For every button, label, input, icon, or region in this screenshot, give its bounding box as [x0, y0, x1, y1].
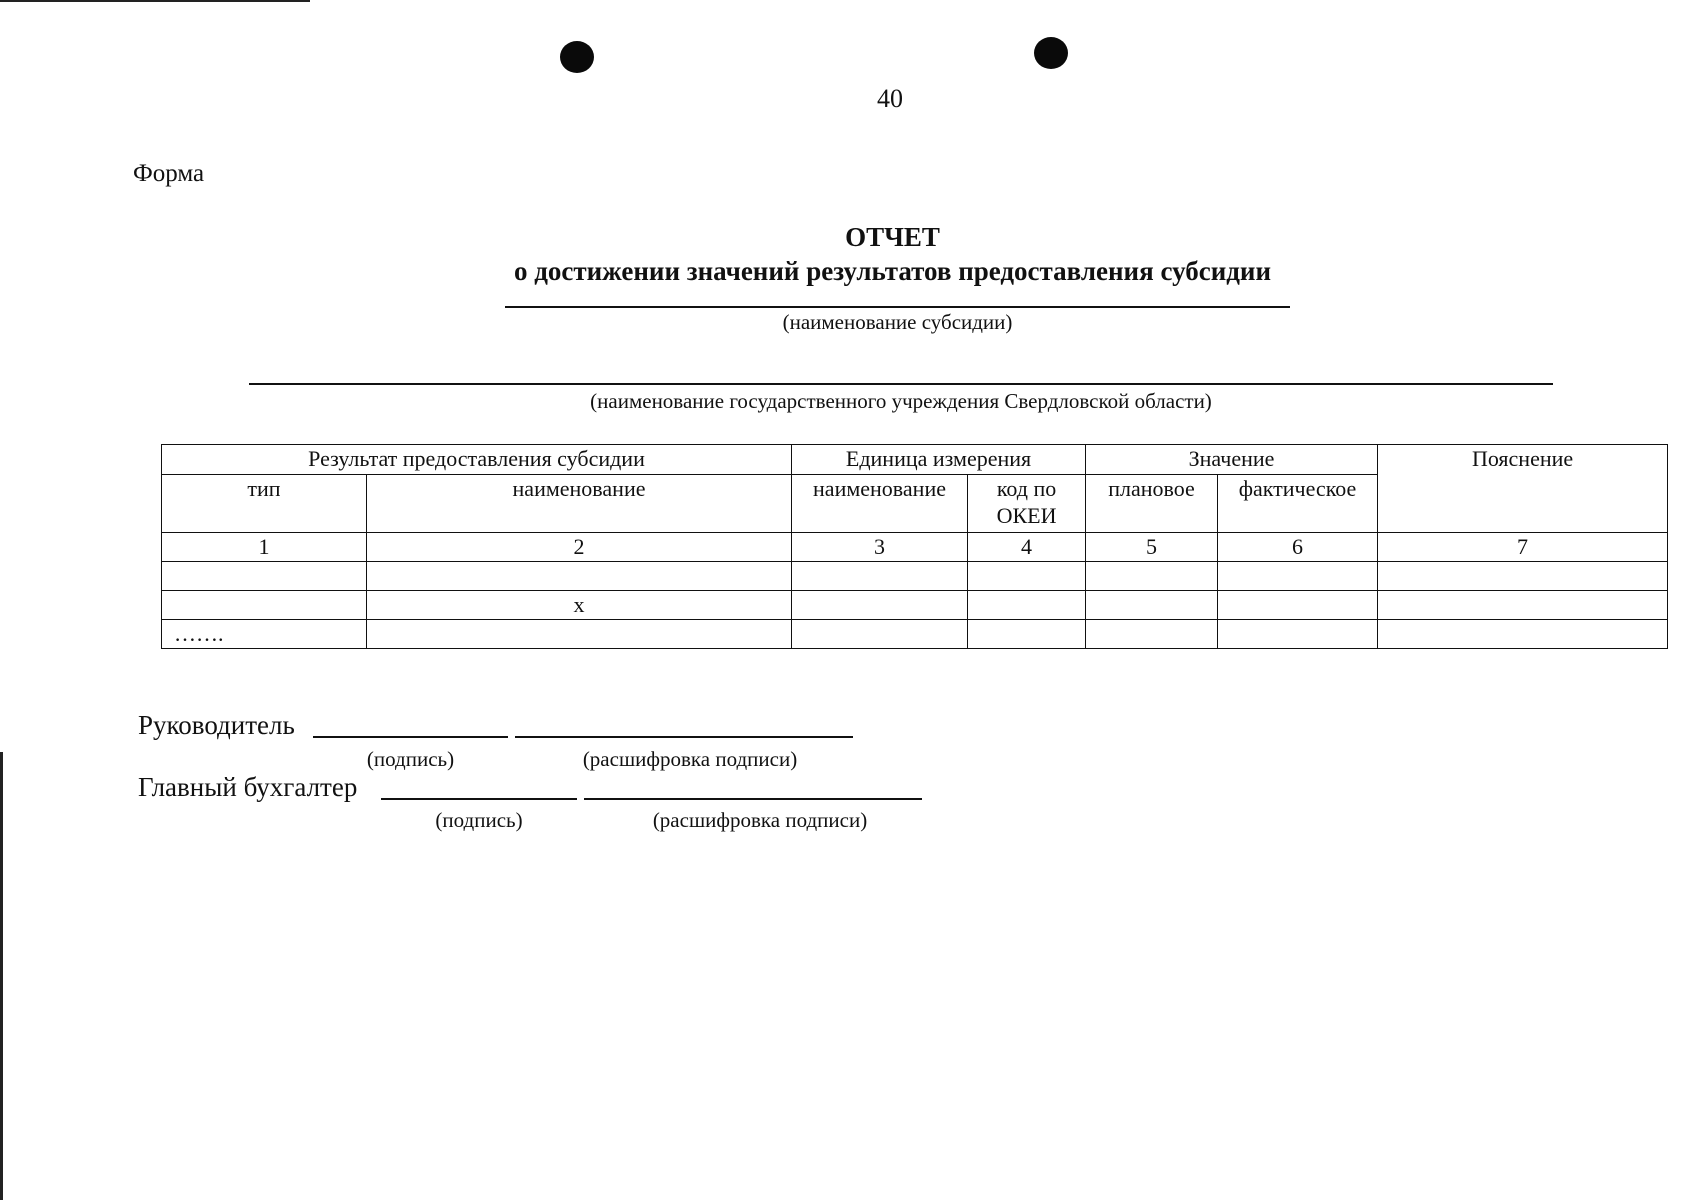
punch-hole-left: [560, 41, 594, 73]
table-cell: [1086, 591, 1218, 620]
table-cell: [1218, 562, 1378, 591]
group-header-row: [162, 445, 1668, 475]
scan-edge-line: [0, 0, 310, 2]
header-unit-name: наименование: [792, 475, 968, 533]
table-cell: x: [367, 591, 792, 620]
table-cell: [792, 620, 968, 649]
institution-name-line: [249, 383, 1553, 385]
table-cell: [968, 562, 1086, 591]
header-okei: код по ОКЕИ: [968, 475, 1086, 533]
report-subtitle: о достижении значений результатов предоставления субсидии: [513, 256, 1272, 286]
table-cell: [1086, 562, 1218, 591]
table-row: [162, 620, 1668, 649]
accountant-label: Главный бухгалтер: [138, 772, 358, 802]
table-cell: [968, 591, 1086, 620]
head-label: Руководитель: [138, 710, 295, 740]
table-cell: [1218, 591, 1378, 620]
table-cell: [1378, 562, 1668, 591]
column-number-row: [162, 533, 1668, 562]
table-row: [162, 591, 1668, 620]
head-signature-line: [313, 736, 508, 738]
accountant-decryption-caption: (расшифровка подписи): [652, 808, 868, 832]
table-cell: [792, 591, 968, 620]
header-planned: плановое: [1086, 475, 1218, 533]
table-cell: [1086, 620, 1218, 649]
header-note: Пояснение: [1378, 445, 1668, 533]
page-number: 40: [877, 84, 903, 113]
report-title: ОТЧЕТ: [845, 222, 940, 252]
table-cell: [1378, 620, 1668, 649]
head-signature-caption: (подпись): [366, 747, 455, 771]
scan-edge-bar: [0, 752, 3, 1200]
column-number: 1: [162, 533, 367, 562]
column-number: 7: [1378, 533, 1668, 562]
form-label: Форма: [133, 160, 205, 187]
table-cell: [367, 620, 792, 649]
table-cell: [162, 591, 367, 620]
table-row: [162, 562, 1668, 591]
head-decryption-caption: (расшифровка подписи): [582, 747, 798, 771]
column-number: 5: [1086, 533, 1218, 562]
table-cell: [1218, 620, 1378, 649]
punch-hole-right: [1034, 37, 1068, 69]
accountant-decryption-line: [584, 798, 922, 800]
subsidy-name-line: [505, 306, 1290, 308]
column-number: 2: [367, 533, 792, 562]
institution-caption: (наименование государственного учреждения Свердловской области): [590, 389, 1212, 413]
table-cell: [1378, 591, 1668, 620]
table-cell: …….: [162, 620, 367, 649]
table-cell: [162, 562, 367, 591]
header-type: тип: [162, 475, 367, 533]
table-cell: [792, 562, 968, 591]
accountant-signature-caption: (подпись): [435, 808, 523, 832]
header-name: наименование: [367, 475, 792, 533]
column-number: 4: [968, 533, 1086, 562]
header-value: Значение: [1086, 445, 1378, 475]
header-unit: Единица измерения: [792, 445, 1086, 475]
header-actual: фактическое: [1218, 475, 1378, 533]
column-number: 3: [792, 533, 968, 562]
head-decryption-line: [515, 736, 853, 738]
subsidy-caption: (наименование субсидии): [782, 310, 1013, 334]
report-table: [161, 444, 1668, 649]
header-result: Результат предоставления субсидии: [162, 445, 792, 475]
table-cell: [367, 562, 792, 591]
column-number: 6: [1218, 533, 1378, 562]
accountant-signature-line: [381, 798, 577, 800]
table-cell: [968, 620, 1086, 649]
